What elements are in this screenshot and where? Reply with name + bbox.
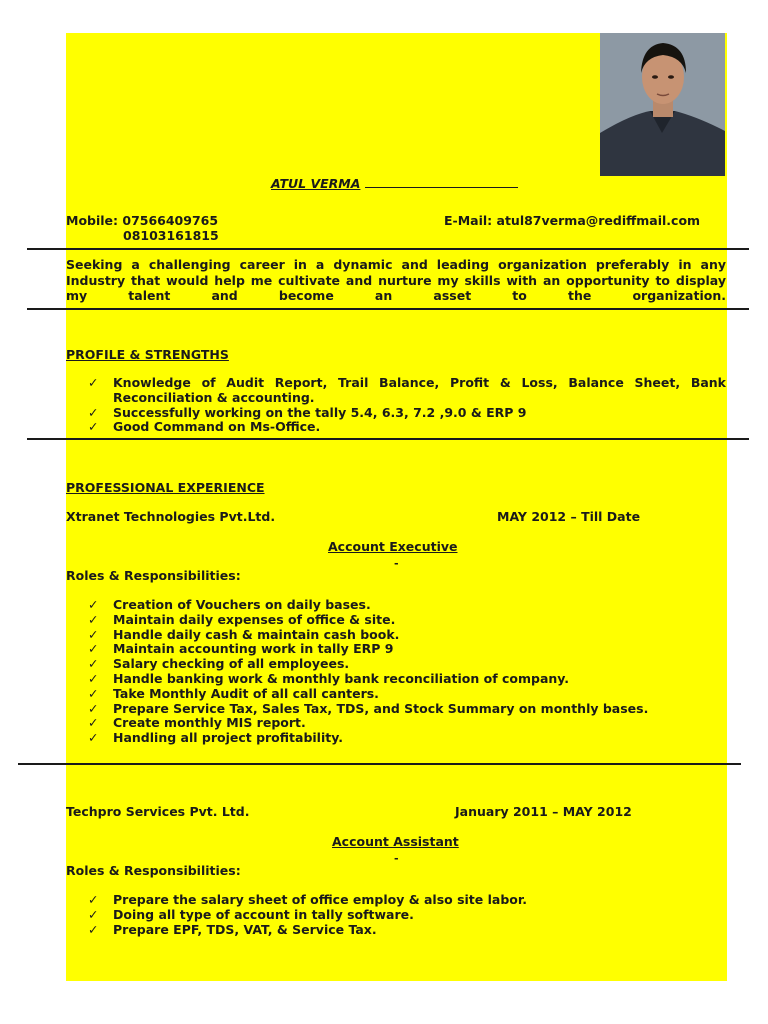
list-item-text: Create monthly MIS report.: [113, 715, 306, 731]
job-title: Account Assistant: [332, 834, 459, 849]
responsibilities-list: [66, 598, 726, 746]
checkmark-icon: ✓: [88, 375, 99, 390]
list-item: [66, 908, 726, 923]
list-item: [66, 642, 726, 657]
checkmark-icon: ✓: [88, 730, 99, 746]
checkmark-icon: ✓: [88, 685, 99, 701]
list-item-text: Creation of Vouchers on daily bases.: [113, 597, 371, 612]
list-item-text: Prepare EPF, TDS, VAT, & Service Tax.: [113, 921, 377, 937]
mobile-number-alt: 08103161815: [123, 228, 219, 243]
checkmark-icon: ✓: [88, 700, 99, 716]
name-underline: [365, 187, 518, 188]
responsibilities-list: [66, 893, 726, 937]
list-item-text: Good Command on Ms-Office.: [113, 419, 321, 435]
list-item-text: Maintain accounting work in tally ERP 9: [113, 641, 394, 657]
career-objective: Seeking a challenging career in a dynamic and leading organization preferably in any Industry that would help me cultivate and nurture my skills with an opportunity to display my talent and become an asset to the organization.: [66, 257, 726, 303]
list-item: [66, 731, 726, 746]
list-item: [66, 598, 726, 613]
list-item-text: Salary checking of all employees.: [113, 656, 350, 672]
list-item-text: Doing all type of account in tally software.: [113, 906, 414, 922]
checkmark-icon: ✓: [88, 670, 99, 686]
list-item: [66, 628, 726, 643]
list-item-text: Handle daily cash & maintain cash book.: [113, 626, 400, 642]
divider: [18, 763, 741, 765]
list-item-text: Prepare the salary sheet of office employ & also site labor.: [113, 892, 528, 907]
checkmark-icon: ✓: [88, 419, 99, 435]
list-item-text: Maintain daily expenses of office & site.: [113, 611, 396, 627]
company-name: Techpro Services Pvt. Ltd.: [66, 804, 250, 819]
divider: [27, 308, 749, 310]
list-item: [66, 657, 726, 672]
section-heading-profile: PROFILE & STRENGTHS: [66, 347, 229, 362]
checkmark-icon: ✓: [88, 641, 99, 657]
checkmark-icon: ✓: [88, 715, 99, 731]
divider: [27, 248, 749, 250]
list-item-text: Prepare Service Tax, Sales Tax, TDS, and Stock Summary on monthly bases.: [113, 700, 649, 716]
checkmark-icon: ✓: [88, 611, 99, 627]
profile-photo: [600, 33, 725, 176]
checkmark-icon: ✓: [88, 404, 99, 420]
checkmark-icon: ✓: [88, 656, 99, 672]
divider: [27, 438, 749, 440]
checkmark-icon: ✓: [88, 906, 99, 922]
company-name: Xtranet Technologies Pvt.Ltd.: [66, 509, 276, 524]
list-item-text: Handling all project profitability.: [113, 730, 343, 746]
employment-period: MAY 2012 – Till Date: [497, 509, 641, 524]
list-item-text: Knowledge of Audit Report, Trail Balance, Profit & Loss, Balance Sheet, Bank Reconciliation & accounting.: [113, 375, 726, 405]
list-item: [66, 687, 726, 702]
list-item-text: Successfully working on the tally 5.4, 6.3, 7.2 ,9.0 & ERP 9: [113, 404, 527, 420]
roles-label: Roles & Responsibilities:: [66, 863, 241, 878]
checkmark-icon: ✓: [88, 626, 99, 642]
checkmark-icon: ✓: [88, 892, 99, 907]
candidate-name: ATUL VERMA: [271, 176, 361, 191]
list-item: [66, 420, 726, 435]
dash-mark: -: [394, 852, 399, 865]
roles-label: Roles & Responsibilities:: [66, 568, 241, 583]
section-heading-experience: PROFESSIONAL EXPERIENCE: [66, 480, 265, 495]
checkmark-icon: ✓: [88, 921, 99, 937]
job-title: Account Executive: [328, 539, 458, 554]
list-item: [66, 702, 726, 717]
profile-list: [66, 376, 726, 435]
list-item: [66, 716, 726, 731]
list-item: [66, 923, 726, 938]
dash-mark: -: [394, 557, 399, 570]
list-item: [66, 376, 726, 406]
list-item: [66, 672, 726, 687]
employment-period: January 2011 – MAY 2012: [455, 804, 632, 819]
checkmark-icon: ✓: [88, 597, 99, 612]
list-item-text: Handle banking work & monthly bank reconciliation of company.: [113, 670, 570, 686]
list-item: [66, 406, 726, 421]
list-item: [66, 893, 726, 908]
email-address: E-Mail: atul87verma@rediffmail.com: [444, 213, 701, 228]
mobile-number: Mobile: 07566409765: [66, 213, 219, 228]
list-item: [66, 613, 726, 628]
list-item-text: Take Monthly Audit of all call canters.: [113, 685, 379, 701]
